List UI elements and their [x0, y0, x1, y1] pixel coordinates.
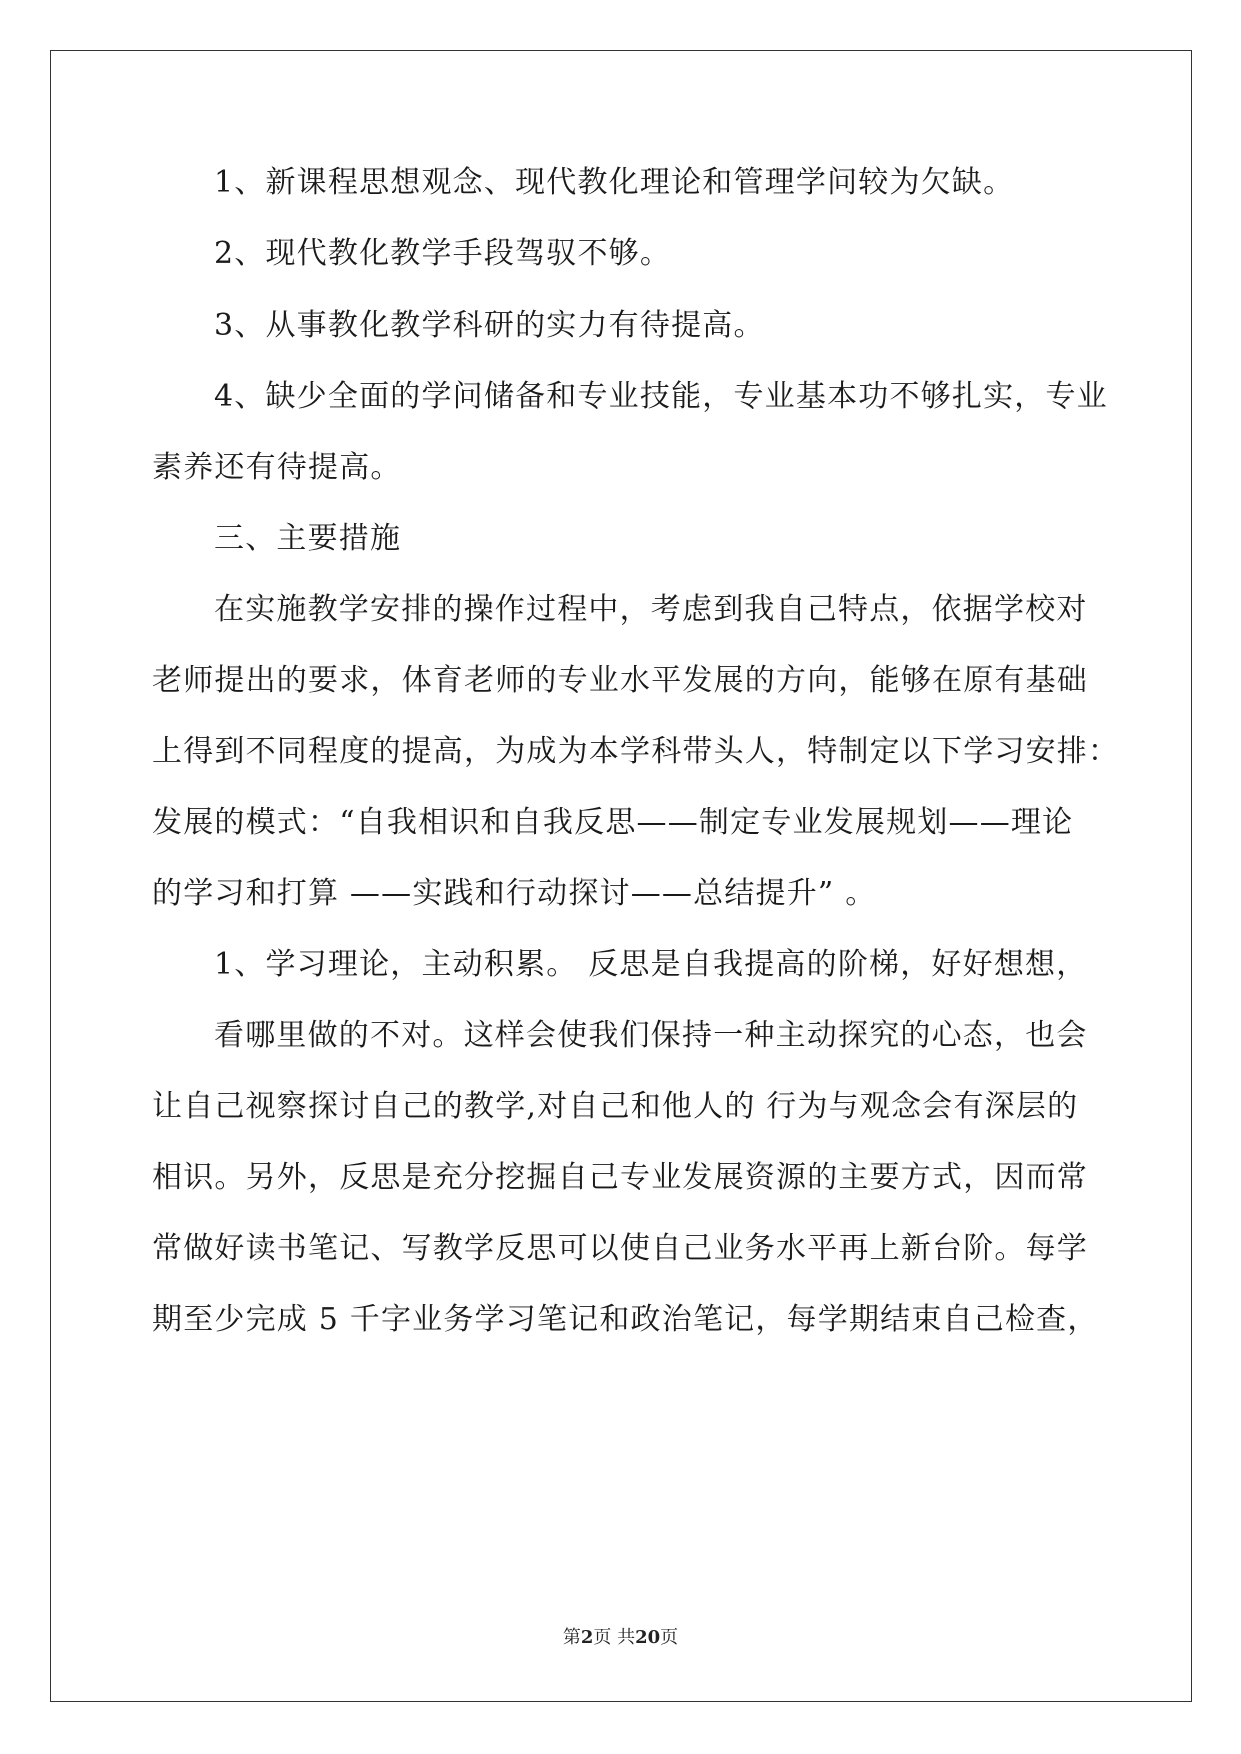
- text-line-16: 常做好读书笔记、写教学反思可以使自己业务水平再上新台阶。每学: [152, 1231, 1088, 1266]
- footer-suffix: 页: [660, 1627, 679, 1648]
- text-line-14: 让自己视察探讨自己的教学,对自己和他人的 行为与观念会有深层的: [152, 1089, 1079, 1124]
- text-line-11: 的学习和打算 ——实践和行动探讨——总结提升” 。: [152, 876, 877, 911]
- text-line-8: 老师提出的要求，体育老师的专业水平发展的方向，能够在原有基础: [152, 663, 1088, 698]
- text-line-4: 4、缺少全面的学问储备和专业技能，专业基本功不够扎实，专业: [214, 379, 1108, 414]
- text-line-7: 在实施教学安排的操作过程中，考虑到我自己特点，依据学校对: [214, 592, 1088, 627]
- text-line-1: 1、新课程思想观念、现代教化理论和管理学问较为欠缺。: [214, 165, 1015, 200]
- text-line-15: 相识。另外，反思是充分挖掘自己专业发展资源的主要方式，因而常: [152, 1160, 1088, 1195]
- footer-prefix: 第: [562, 1627, 581, 1648]
- page-footer: [0, 1626, 1241, 1650]
- total-page-number: 20: [635, 1627, 661, 1648]
- text-line-10: 发展的模式：“自我相识和自我反思——制定专业发展规划——理论: [152, 805, 1074, 840]
- text-line-13: 看哪里做的不对。这样会使我们保持一种主动探究的心态，也会: [214, 1018, 1088, 1053]
- section-heading: 三、主要措施: [214, 521, 402, 556]
- text-line-17: 期至少完成 5 千字业务学习笔记和政治笔记，每学期结束自己检查，: [152, 1302, 1099, 1337]
- text-line-3: 3、从事教化教学科研的实力有待提高。: [214, 308, 765, 343]
- footer-middle: 页 共: [593, 1627, 636, 1648]
- text-line-5: 素养还有待提高。: [152, 450, 402, 485]
- text-line-9: 上得到不同程度的提高，为成为本学科带头人，特制定以下学习安排：: [152, 734, 1120, 769]
- text-line-2: 2、现代教化教学手段驾驭不够。: [214, 236, 672, 271]
- text-line-12: 1、学习理论，主动积累。 反思是自我提高的阶梯，好好想想，: [214, 947, 1088, 982]
- current-page-number: 2: [580, 1627, 594, 1648]
